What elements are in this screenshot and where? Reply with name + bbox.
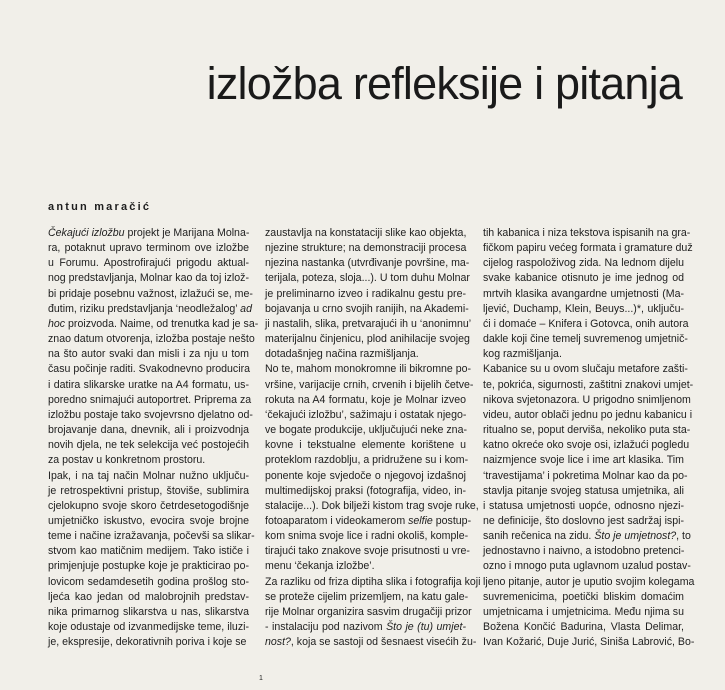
text-segment: materijalnu činjenicu, plod anihilacije svojeg	[265, 333, 470, 346]
text-segment: videu, autor oblači jednu po jednu kabanicu i	[483, 408, 693, 421]
text-segment: ne definicije, što doslovno jest sadržaj ispi-	[483, 514, 684, 527]
text-line	[265, 438, 466, 453]
text-line	[48, 287, 253, 302]
text-column-2	[265, 226, 481, 650]
text-line	[48, 453, 249, 468]
text-segment: proteklom razdoblju, a pridružene su i kom-	[265, 454, 469, 467]
text-segment: kovne i tekstualne elemente korištene u	[265, 439, 466, 452]
italic-text: Što je umjetnost?	[594, 530, 677, 543]
text-line	[48, 529, 255, 544]
text-segment: stalacije...). Dok bilježi kistom trag svoje ruke,	[265, 499, 479, 512]
text-line	[265, 408, 466, 423]
text-line	[483, 575, 695, 590]
text-segment: je, ekspresije, dekorativnih poriva i koje se	[48, 636, 247, 649]
text-segment: naizmjence svoje lice i ime art klasika. Tim	[483, 454, 684, 467]
text-line	[48, 544, 249, 559]
text-segment: te, pokrića, sigurnosti, zaštitni znakovi umjet-	[483, 378, 694, 391]
text-segment: teme i načine izražavanja, počevši sa slikar-	[48, 530, 255, 543]
text-segment: ljeno pitanje, autor je uputio svojim kolegama	[483, 575, 695, 588]
text-segment: izložbu postaje tako svojevrsno djelatno od-	[48, 408, 253, 421]
text-line	[483, 317, 689, 332]
text-segment: nog predstavljanja, Molnar kao da toj izlož-	[48, 272, 249, 285]
text-segment: nikova svjetonazora. U prigodno snimljenom	[483, 393, 691, 406]
text-segment: tih kabanica i niza tekstova ispisanih na gra-	[483, 227, 691, 239]
text-segment: fotoaparatom i videokamerom	[265, 514, 409, 527]
text-segment: za postav u konkretnom prostoru.	[48, 454, 206, 467]
text-segment: fičkom papiru većeg formata i gramature duž	[483, 242, 693, 255]
text-segment: kog razmišljanja.	[483, 348, 562, 361]
page-number: 1	[259, 675, 263, 682]
text-segment: i statusa umjetnosti uopće, odnosno njezi-	[483, 499, 684, 512]
text-line	[48, 514, 249, 529]
text-line	[483, 256, 684, 271]
text-segment: je preliminarno izveo i radikalnu gestu pre-	[265, 287, 466, 300]
text-segment: stvom kao matičnim medijem. Tako ističe i	[48, 545, 249, 558]
text-segment: stavlja pitanje svojeg statusa umjetnika, ali	[483, 484, 684, 497]
text-line	[483, 529, 691, 544]
text-line	[483, 347, 684, 362]
text-segment: zaustavlja na konstataciji slike kao objekta,	[265, 227, 467, 239]
text-segment: tirajući tako znakove svoje prisutnosti u vre-	[265, 545, 470, 558]
text-segment: ‘travestijama’ i pokretima Molnar kao da po-	[483, 469, 688, 482]
text-line	[265, 620, 466, 635]
text-line	[483, 362, 688, 377]
text-segment: lovicom sedamdesetih godina prošlog sto-	[48, 575, 249, 588]
text-segment: Ivan Kožarić, Duje Jurić, Siniša Labrović, Bo-	[483, 636, 695, 649]
text-segment: jednostavno i naivno, a istodobno pretenci-	[483, 545, 685, 558]
text-line	[483, 484, 684, 499]
text-line	[48, 302, 252, 317]
text-line	[265, 635, 477, 650]
text-segment: Za razliku od friza diptiha slika i fotografija koji	[265, 575, 481, 588]
text-segment: , koja se sastoji od šesnaest visećih žu-	[290, 636, 477, 649]
text-line	[265, 529, 469, 544]
text-segment: cijelog raspoloživog zida. Na lednom dijelu	[483, 257, 684, 270]
text-line	[48, 469, 249, 484]
text-line	[265, 241, 466, 256]
text-segment: ritualno se, poput derviša, nekoliko puta sta-	[483, 424, 691, 437]
text-line	[48, 408, 253, 423]
text-segment: i datira slikarske uratke na A4 formatu, us-	[48, 378, 249, 391]
italic-text: selfie	[408, 514, 433, 527]
text-line	[265, 423, 466, 438]
text-segment: ponente koje svjedoče o njegovoj izdašnoj	[265, 469, 466, 482]
text-line	[265, 332, 470, 347]
italic-text: ad	[240, 302, 252, 315]
text-line	[265, 378, 474, 393]
text-segment: znao datum otvorenja, izložba postaje nešto	[48, 333, 255, 346]
paragraph	[483, 226, 693, 362]
paragraph	[48, 226, 259, 469]
page-title: izložba refleksije i pitanja	[206, 58, 682, 110]
text-segment: dakle koji čine temelj suvremenog umjetnič-	[483, 333, 688, 346]
text-segment: postup-	[432, 514, 472, 527]
italic-text: hoc	[48, 317, 66, 330]
text-segment: Božena Končić Badurina, Vlasta Delimar,	[483, 621, 684, 634]
text-line	[48, 559, 249, 574]
text-line	[483, 559, 691, 574]
text-line	[483, 271, 684, 286]
text-column-1	[48, 226, 259, 650]
text-line	[265, 302, 469, 317]
text-line	[48, 605, 249, 620]
text-segment: ljević, Duchamp, Klein, Beuys...)*, uključu-	[483, 302, 684, 315]
text-line	[265, 484, 466, 499]
text-line	[265, 499, 479, 514]
text-segment: , to	[676, 530, 691, 543]
text-line	[265, 514, 472, 529]
text-segment: ji nastalih, slika, pretvarajući ih u ‘anonimnu’	[265, 317, 472, 330]
text-line	[265, 453, 469, 468]
text-line	[483, 590, 684, 605]
text-line	[265, 226, 466, 241]
text-segment: ra, potaknut upravo terminom ove izložbe	[48, 242, 249, 255]
text-segment: ‘čekajući izložbu’, sažimaju i ostatak njego-	[265, 408, 467, 421]
text-line	[483, 408, 693, 423]
text-segment: projekt je Marijana Molna-	[124, 227, 250, 239]
text-line	[48, 362, 249, 377]
text-segment: multimedijskoj praksi (fotografija, video, in-	[265, 484, 466, 497]
paragraph	[483, 362, 695, 650]
text-segment: dotadašnjeg načina razmišljanja.	[265, 348, 419, 361]
text-segment: proizvoda. Naime, od trenutka kad je sa-	[65, 317, 259, 330]
text-segment: na što autor svaki dan misli i za nju u tom	[48, 348, 249, 361]
text-line	[265, 393, 466, 408]
text-line	[265, 559, 466, 574]
text-line	[48, 484, 249, 499]
text-segment: novih djela, ne tek selekcija već postojećih	[48, 439, 249, 452]
text-segment: Ipak, i na taj način Molnar nužno uključu-	[48, 469, 249, 482]
text-segment: đutim, riziku predstavljanja ‘neodležalog’	[48, 302, 241, 315]
text-line	[48, 438, 249, 453]
text-line	[48, 378, 249, 393]
text-line	[483, 620, 684, 635]
text-line	[483, 544, 684, 559]
text-line	[483, 499, 684, 514]
text-line	[265, 287, 466, 302]
text-line	[483, 393, 691, 408]
text-segment: suvremenicima, poetički bliskim domaćim	[483, 590, 684, 603]
text-line	[48, 256, 249, 271]
text-line	[265, 256, 470, 271]
text-line	[48, 317, 259, 332]
text-line	[265, 469, 466, 484]
text-line	[48, 241, 249, 256]
paragraph	[265, 362, 479, 574]
text-segment: njezina nastanka (utvrđivanje površine, ma-	[265, 257, 470, 270]
text-segment: nika primarnog slikarstva u nas, slikarstva	[48, 605, 249, 618]
text-line	[265, 590, 469, 605]
text-line	[48, 271, 249, 286]
author-name: antun maračić	[48, 201, 152, 213]
text-segment: No te, mahom monokromne ili bikromne po-	[265, 363, 472, 376]
text-segment: poredno snimajući autoportret. Priprema za	[48, 393, 252, 406]
text-line	[265, 544, 470, 559]
text-segment: katno okreće oko svoje osi, izlažući pogledu	[483, 439, 690, 452]
text-segment: ći i domaće – Knifera i Gotovca, onih autora	[483, 317, 689, 330]
text-segment: cjelokupno svoje skoro četrdesetogodišnje	[48, 499, 249, 512]
text-segment: u Forumu. Apostrofirajući prigodu aktual-	[48, 257, 249, 270]
text-line	[48, 226, 249, 241]
paragraph	[265, 575, 481, 651]
paragraph	[265, 226, 472, 362]
text-segment: umjetničko iskustvo, evocira svoje brojne	[48, 514, 249, 527]
text-line	[483, 635, 695, 650]
italic-text: Čekajući izložbu	[48, 227, 125, 239]
text-line	[265, 605, 472, 620]
text-segment: terijala, poteza, sloja...). U tom duhu Molnar	[265, 272, 470, 285]
text-segment: je retrospektivni pristup, štoviše, sublimira	[48, 484, 249, 497]
text-line	[265, 347, 466, 362]
text-line	[48, 635, 249, 650]
text-line	[48, 393, 252, 408]
italic-text: nost?	[265, 636, 291, 649]
text-segment: mrtvih klasika avangardne umjetnosti (Ma-	[483, 287, 684, 300]
text-segment: rije Molnar organizira sasvim drugačiji prizor	[265, 605, 472, 618]
text-segment: rokuta na A4 formatu, koje je Molnar izveo	[265, 393, 466, 406]
text-segment: njezine strukture; na demonstraciji procesa	[265, 242, 467, 255]
text-line	[483, 378, 694, 393]
text-line	[483, 453, 684, 468]
text-line	[265, 271, 470, 286]
text-segment: koje odustaje od izvanmedijske teme, iluzi-	[48, 621, 249, 634]
text-line	[483, 287, 684, 302]
text-line	[265, 575, 481, 590]
text-segment: menu ‘čekanja izložbe’.	[265, 560, 375, 573]
text-segment: času počinje raditi. Svakodnevno producira	[48, 363, 250, 376]
text-segment: - instalaciju pod nazivom	[265, 621, 387, 634]
paragraph	[48, 469, 255, 651]
text-segment: ve bogate produkcije, uključujući neke zna-	[265, 424, 467, 437]
text-segment: bi pridaje posebnu važnost, izlažući se, me-	[48, 287, 253, 300]
text-line	[483, 469, 688, 484]
text-line	[483, 438, 690, 453]
text-segment: Kabanice su u ovom slučaju metafore zašti-	[483, 363, 688, 376]
text-line	[265, 362, 472, 377]
text-line	[483, 226, 691, 241]
text-line	[483, 423, 691, 438]
text-line	[48, 347, 249, 362]
text-segment: primjenjuje postupke koje je prakticirao po-	[48, 560, 249, 573]
text-segment: sanih rečenica na zidu.	[483, 530, 595, 543]
text-segment: svake kabanice otisnuto je ime jednog od	[483, 272, 684, 285]
text-line	[265, 317, 472, 332]
text-line	[48, 499, 249, 514]
text-line	[483, 332, 688, 347]
text-segment: kom snima svoje lice i radni okoliš, komple-	[265, 530, 469, 543]
text-line	[483, 605, 684, 620]
text-line	[48, 620, 249, 635]
text-line	[48, 423, 249, 438]
italic-text: Što je (tu) umjet-	[386, 621, 466, 634]
text-line	[483, 302, 684, 317]
text-segment: bojavanja u crno svojih ranijih, na Akademi-	[265, 302, 469, 315]
text-segment: ljeća kao jedan od malobrojnih predstav-	[48, 590, 249, 603]
text-segment: brojavanje dana, dnevnik, ali i proizvodnja	[48, 424, 249, 437]
text-line	[483, 514, 684, 529]
text-line	[48, 575, 249, 590]
text-column-3	[483, 226, 695, 650]
text-segment: umjetnicama i umjetnicima. Među njima su	[483, 605, 684, 618]
text-segment: vršine, varijacije crnih, crvenih i bijelih četve-	[265, 378, 474, 391]
text-segment: se proteže cijelim prizemljem, na katu gale-	[265, 590, 469, 603]
text-line	[48, 332, 255, 347]
text-line	[48, 590, 249, 605]
text-segment: ozno i mnogo puta uglavnom uzalud postav-	[483, 560, 691, 573]
text-line	[483, 241, 693, 256]
